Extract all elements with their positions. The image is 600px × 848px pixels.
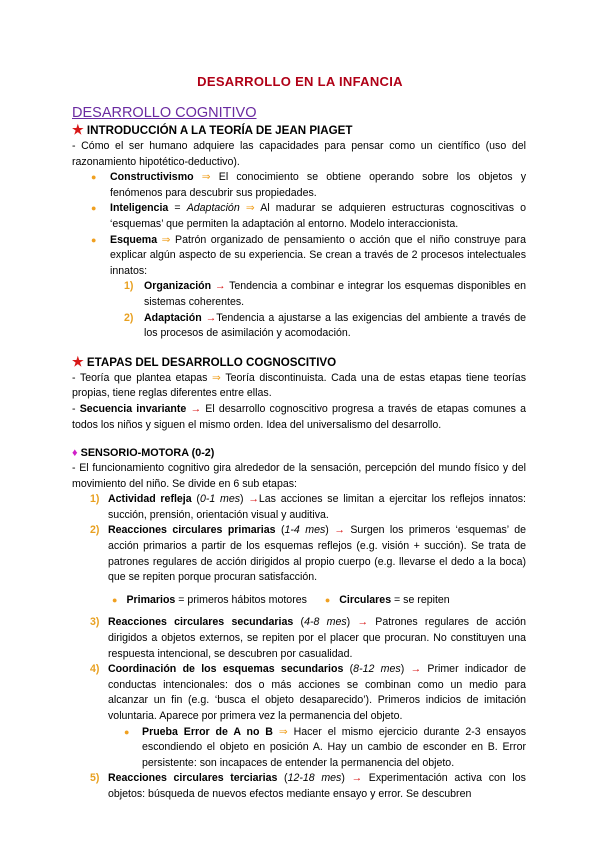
term-italic: Adaptación [186, 202, 240, 215]
sensorio-heading-text: SENSORIO-MOTORA (0-2) [80, 447, 215, 460]
numbered-item: 2) Reacciones circulares primarias (1-4 mes) → Surgen los primeros ‘esquemas’ de acción primarios a partir de los esquemas reflejos (e.g. visión + succión). Se trata de patrones regulares de acción dirigidos al propio cuerpo (e.g. llevarse el dedo a la boca) que se repiten porque procuran satisfacción. [90, 524, 526, 584]
term: Circulares [339, 593, 392, 606]
equals: = [168, 202, 187, 215]
arrow-icon: → [205, 311, 217, 324]
bullet-icon: ● [91, 234, 97, 245]
definition: Las acciones se limitan a ejercitar los reflejos innatos: succión, prensión, orientación visual y auditiva. [108, 493, 526, 521]
item-number: 1) [124, 280, 134, 293]
bullet-icon: ● [112, 594, 118, 605]
intro-text: - Cómo el ser humano adquiere las capacidades para pensar como un científico (uso del razonamiento hipotético-deductivo). [72, 140, 526, 168]
etapas-line-2: - Secuencia invariante → El desarrollo cognoscitivo progresa a través de etapas comunes a todos los niños y siguen el mismo orden. Idea del universalismo del desarrollo. [72, 402, 526, 431]
document-body [72, 104, 526, 803]
arrow-icon: → [190, 402, 202, 415]
term: Adaptación [144, 311, 202, 324]
spacer [72, 433, 526, 445]
section-heading: DESARROLLO COGNITIVO [72, 105, 257, 121]
term: Primarios [126, 593, 176, 606]
definition: El desarrollo cognoscitivo progresa a través de etapas comunes a todos los niños y siguen el mismo orden. Idea del universalismo del desarrollo. [72, 402, 526, 431]
spacer [72, 608, 526, 615]
intro-heading-text: INTRODUCCIÓN A LA TEORÍA DE JEAN PIAGET [86, 124, 353, 137]
numbered-item: 1) Actividad refleja (0-1 mes) →Las acciones se limitan a ejercitar los reflejos innatos: succión, prensión, orientación visual y auditiva. [90, 493, 526, 521]
arrow-icon: → [248, 493, 259, 506]
definition: Surgen los primeros ‘esquemas’ de acción primarios a partir de los esquemas reflejos (e.g. visión + succión). Se trata de patrones regulares de acción dirigidos al propio cuerpo (e.g. llevarse el dedo a la boca) que se repiten porque procuran satisfacción. [108, 524, 526, 584]
definition: Tendencia a combinar e integrar los esquemas disponibles en sistemas coherentes. [144, 280, 526, 308]
numbered-item [72, 311, 526, 342]
double-arrow-icon: ⇒ [278, 725, 288, 738]
arrow-icon: → [334, 524, 345, 537]
term: Coordinación de los esquemas secundarios [108, 663, 344, 676]
age-range: 12-18 mes [287, 772, 342, 785]
definition: Hacer el mismo ejercicio durante 2-3 ensayos escondiendo el objeto en posición A. Hay un cambio de esconder en B. Error persistente: son incapaces de entender la permanencia del objeto. [142, 725, 527, 769]
definition: Tendencia a ajustarse a las exigencias del ambiente a través de los procesos de asimilación y acomodación. [144, 311, 527, 340]
item-number: 2) [90, 524, 100, 537]
bullet-icon: ● [324, 594, 331, 605]
item-number: 2) [124, 311, 134, 324]
document-title: DESARROLLO EN LA INFANCIA [197, 74, 403, 89]
term: Reacciones circulares secundarias [108, 616, 294, 629]
item-number: 4) [90, 663, 100, 676]
spacer [72, 586, 526, 593]
inline-bullets [72, 593, 526, 609]
definition: Patrones regulares de acción dirigidos a objetos externos, se repiten por el placer que procuran. No constituyen una respuesta intencional, se descubren por casualidad. [108, 616, 526, 660]
age-range: 0-1 mes [199, 493, 241, 506]
term: Reacciones circulares terciarias [108, 772, 278, 785]
numbered-item [72, 279, 526, 310]
item-number: 1) [90, 493, 100, 506]
double-arrow-icon: ⇒ [245, 202, 255, 215]
age-range: 8-12 mes [353, 663, 401, 676]
age-range: 1-4 mes [284, 524, 326, 537]
definition: Patrón organizado de pensamiento o acción que el niño construye para explicar algún aspecto de su experiencia. Se crean a través de 2 procesos intelectuales innatos: [110, 233, 526, 277]
numbered-item: 3) Reacciones circulares secundarias (4-8 mes) → Patrones regulares de acción dirigidos a objetos externos, se repiten por el placer que procuran. No constituyen una respuesta intencional, se descubren por casualidad. [90, 616, 526, 660]
term: Secuencia invariante [79, 402, 187, 415]
term: Esquema [110, 233, 158, 246]
spacer [72, 342, 526, 354]
double-arrow-icon: ⇒ [161, 233, 171, 246]
definition: El conocimiento se obtiene operando sobre los objetos y fenómenos para descubrir sus propiedades. [110, 171, 526, 199]
star-icon: ★ [72, 353, 84, 369]
star-icon: ★ [72, 122, 84, 137]
numbered-item: 5) Reacciones circulares terciarias (12-18 mes) → Experimentación activa con los objetos: búsqueda de nuevos efectos mediante ensayo y error. Se descubren [90, 772, 526, 800]
term: Actividad refleja [108, 493, 192, 506]
arrow-icon: → [214, 280, 226, 293]
definition: = primeros hábitos motores [175, 593, 307, 606]
list-item [72, 725, 526, 772]
list-item [72, 233, 526, 280]
etapas-heading [72, 354, 526, 371]
age-range: 4-8 mes [304, 616, 347, 629]
term: Organización [144, 280, 212, 293]
arrow-icon: → [357, 616, 369, 629]
bullet-icon: ● [91, 172, 97, 183]
arrow-icon: → [351, 772, 363, 785]
definition: = se repiten [391, 593, 450, 606]
definition: Primer indicador de conductas intencionales: dos o más acciones se combinan como un medio para alcanzar un fin (e.g. ‘busca el objeto desaparecido’). Primeros indicios de imitación voluntaria. Aparece por primera vez la permanencia del objeto. [108, 663, 526, 722]
text-part: Teoría discontinuista. Cada una de estas etapas tiene teorías propias, tiene reglas diferentes entre ellas. [72, 371, 526, 400]
sensorio-text: - El funcionamiento cognitivo gira alrededor de la sensación, percepción del mundo físico y del movimiento del niño. Se divide en 6 sub etapas: [72, 462, 526, 490]
item-number: 3) [90, 616, 100, 629]
double-arrow-icon: ⇒ [201, 171, 211, 184]
diamond-icon: ♦ [72, 447, 78, 460]
bullet-icon: ● [124, 726, 130, 737]
etapas-heading-text: ETAPAS DEL DESARROLLO COGNOSCITIVO [86, 355, 337, 369]
definition: Al madurar se adquieren estructuras cognoscitivas o ‘esquemas’ que permiten la adaptación al entorno. Modelo interaccionista. [110, 202, 527, 230]
text-part: - Teoría que plantea etapas [72, 371, 213, 384]
term: Reacciones circulares primarias [108, 524, 276, 537]
arrow-icon: → [410, 663, 422, 676]
double-arrow-icon: ⇒ [212, 371, 221, 384]
numbered-item: 4) Coordinación de los esquemas secundarios (8-12 mes) → Primer indicador de conductas intencionales: dos o más acciones se combinan como un medio para alcanzar un fin (e.g. ‘busca el objeto desaparecido’). Primeros indicios de imitación voluntaria. Aparece por primera vez la permanencia del objeto. [90, 663, 526, 722]
etapas-line-1 [72, 371, 526, 402]
list-item [72, 201, 526, 232]
sensorio-heading [72, 445, 526, 461]
term: Constructivismo [110, 171, 194, 184]
intro-heading [72, 122, 526, 139]
bullet-icon: ● [91, 203, 97, 214]
term: Prueba Error de A no B [142, 725, 273, 738]
item-number: 5) [90, 772, 100, 785]
list-item [72, 170, 526, 201]
term: Inteligencia [110, 202, 169, 215]
definition: Experimentación activa con los objetos: búsqueda de nuevos efectos mediante ensayo y error. Se descubren [108, 772, 526, 800]
